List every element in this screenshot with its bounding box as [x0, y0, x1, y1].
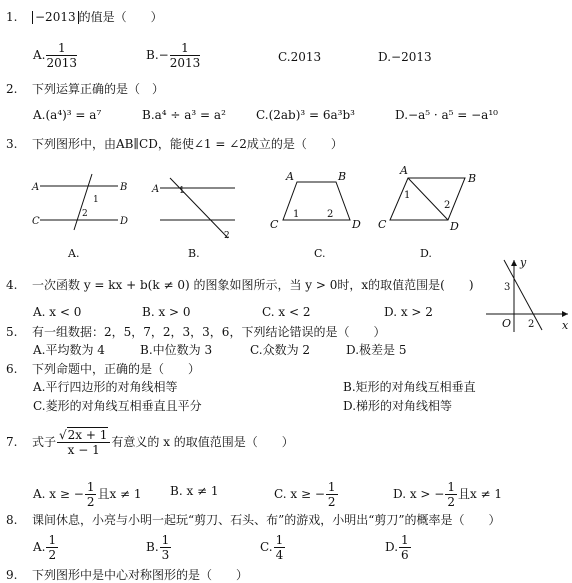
angle-1: 1	[404, 190, 411, 201]
numerator: 1	[86, 480, 95, 494]
q8-option-a	[33, 533, 59, 562]
fraction	[399, 533, 411, 562]
figure-label-a: A.	[68, 247, 80, 260]
label-D: D	[352, 218, 361, 231]
q2-option-c: C.(2ab)³ = 6a³b³	[256, 108, 355, 122]
option-label: A.	[33, 540, 46, 554]
denominator: 2	[86, 495, 95, 509]
q4-option-b: B. x > 0	[142, 305, 191, 319]
minus-sign: −	[158, 48, 169, 62]
question-stem: 下列运算正确的是（ ）	[32, 82, 165, 96]
label-C: C	[270, 218, 279, 231]
axis-x: x	[562, 319, 569, 332]
question-number: 6.	[6, 362, 18, 376]
figure-label-d: D.	[420, 247, 432, 260]
q7-option-c	[274, 480, 339, 509]
label-B: B	[120, 182, 128, 193]
fraction	[160, 533, 172, 562]
q5-option-d: D.极差是 5	[346, 343, 407, 357]
q8-option-c	[260, 533, 286, 562]
q5-option-c: C.众数为 2	[250, 343, 311, 357]
fraction	[46, 41, 77, 70]
label-B: B	[338, 170, 347, 183]
radicand: 2x + 1	[67, 428, 108, 442]
question-stem: 一次函数 y = kx + b(k ≠ 0) 的图象如图所示，当 y > 0时，x的取值范围是( )	[32, 278, 474, 292]
axis-y: y	[520, 256, 527, 269]
question-number: 9.	[6, 568, 18, 582]
label-A: A	[152, 184, 160, 195]
figure-c	[270, 170, 361, 260]
label-A: A	[32, 182, 40, 193]
question-4	[6, 276, 474, 293]
q4-option-c: C. x < 2	[262, 305, 311, 319]
q4-option-d: D. x > 2	[384, 305, 433, 319]
question-1	[6, 8, 163, 25]
q7-option-d	[393, 480, 502, 509]
option-text: C. x ≥ −	[274, 487, 325, 501]
numerator: √2x + 1	[57, 428, 110, 443]
q7-option-a	[33, 480, 142, 509]
option-label: B.	[146, 48, 159, 62]
option-label: C.	[260, 540, 273, 554]
intercept-x: 2	[528, 319, 535, 330]
q5-option-b: B.中位数为 3	[140, 343, 213, 357]
denominator: x − 1	[67, 443, 100, 457]
question-stem: 课间休息，小亮与小明一起玩“剪刀、石头、布”的游戏，小明出“剪刀”的概率是（ ）	[32, 513, 501, 527]
option-label: D.	[385, 540, 399, 554]
label-D: D	[450, 220, 459, 233]
fraction	[445, 480, 457, 509]
numerator: 1	[327, 480, 336, 494]
denominator: 2	[48, 548, 57, 562]
label-B: B	[468, 172, 477, 185]
question-stem-pre: 式子	[32, 435, 57, 449]
question-number: 7.	[6, 435, 18, 449]
question-5	[6, 323, 385, 340]
denominator: 2	[327, 495, 336, 509]
numerator: 1	[161, 533, 170, 547]
q8-option-b	[146, 533, 172, 562]
q1-option-c: C.2013	[278, 50, 322, 64]
q6-option-b: B.矩形的对角线互相垂直	[343, 380, 476, 394]
figure-b	[151, 178, 235, 260]
question-stem: 的值是（ ）	[78, 10, 163, 24]
option-text: D. x > −	[393, 487, 445, 501]
question-number: 1.	[6, 10, 18, 24]
question-stem: 下列命题中，正确的是（ ）	[32, 362, 201, 376]
q4-option-a: A. x < 0	[33, 305, 82, 319]
denominator: 2	[447, 495, 455, 509]
question-stem: 下列图形中是中心对称图形的是（ ）	[32, 568, 249, 582]
denominator: 6	[401, 548, 409, 562]
option-text: 且x ≠ 1	[457, 487, 503, 501]
numerator: 1	[46, 41, 77, 56]
denominator: 4	[275, 548, 284, 562]
question-stem-post: 有意义的 x 的取值范围是（ ）	[111, 435, 294, 449]
figure-d	[378, 164, 476, 260]
question-stem: 有一组数据：2，5，7，2，3，3，6，下列结论错误的是（ ）	[32, 325, 386, 339]
fraction	[85, 480, 97, 509]
question-stem: 下列图形中，由AB∥CD，能使∠1 = ∠2成立的是（ ）	[32, 137, 343, 151]
denominator: 3	[161, 548, 170, 562]
numerator: 1	[447, 480, 455, 494]
denominator: 2013	[169, 56, 201, 70]
question-6	[6, 360, 200, 377]
numerator: 1	[170, 41, 201, 56]
fraction	[274, 533, 286, 562]
angle-2: 2	[444, 200, 451, 211]
q1-option-d: D.−2013	[378, 50, 432, 64]
question-number: 5.	[6, 325, 18, 339]
numerator: 1	[48, 533, 57, 547]
q6-option-d: D.梯形的对角线相等	[343, 399, 453, 413]
question-number: 8.	[6, 513, 18, 527]
question-2	[6, 80, 164, 97]
fraction	[57, 428, 110, 457]
q7-option-b: B. x ≠ 1	[170, 484, 219, 498]
q6-option-a: A.平行四边形的对角线相等	[33, 380, 178, 394]
label-D: D	[120, 216, 129, 227]
figure-a	[31, 174, 128, 260]
angle-1: 1	[93, 195, 99, 205]
numerator: 1	[275, 533, 284, 547]
absolute-value: −2013	[32, 11, 79, 24]
question-number: 4.	[6, 278, 18, 292]
origin: O	[502, 317, 512, 330]
q2-option-b: B.a⁴ ÷ a³ = a²	[142, 108, 226, 122]
q1-option-b	[146, 41, 201, 70]
q2-option-a: A.(a⁴)³ = a⁷	[33, 108, 102, 122]
fraction	[326, 480, 338, 509]
q5-option-a: A.平均数为 4	[33, 343, 105, 357]
angle-1: 1	[179, 186, 185, 196]
angle-2: 2	[327, 209, 334, 220]
fraction	[46, 533, 58, 562]
question-7	[6, 428, 294, 457]
question-9	[6, 566, 248, 583]
label-C: C	[378, 218, 387, 231]
figure-label-b: B.	[188, 247, 200, 260]
fraction	[170, 41, 201, 70]
q1-option-a	[33, 41, 78, 70]
option-text: A. x ≥ −	[33, 487, 84, 501]
angle-1: 1	[293, 209, 300, 220]
q8-option-d	[385, 533, 412, 562]
angle-2: 2	[82, 209, 88, 219]
q6-option-c: C.菱形的对角线互相垂直且平分	[33, 399, 202, 413]
intercept-y: 3	[504, 282, 511, 293]
question-number: 2.	[6, 82, 18, 96]
label-A: A	[286, 170, 294, 183]
q3-figures	[0, 160, 572, 260]
label-C: C	[32, 216, 40, 227]
denominator: 2013	[46, 56, 78, 70]
q4-graph	[482, 256, 572, 336]
option-text: 且x ≠ 1	[97, 487, 142, 501]
question-3	[6, 135, 343, 152]
question-number: 3.	[6, 137, 18, 151]
question-8	[6, 511, 501, 528]
figure-label-c: C.	[314, 247, 326, 260]
option-label: B.	[146, 540, 159, 554]
label-A: A	[400, 164, 408, 177]
numerator: 1	[401, 533, 409, 547]
q2-option-d: D.−a⁵ · a⁵ = −a¹⁰	[395, 108, 498, 122]
option-label: A.	[33, 48, 46, 62]
angle-2: 2	[224, 231, 230, 241]
